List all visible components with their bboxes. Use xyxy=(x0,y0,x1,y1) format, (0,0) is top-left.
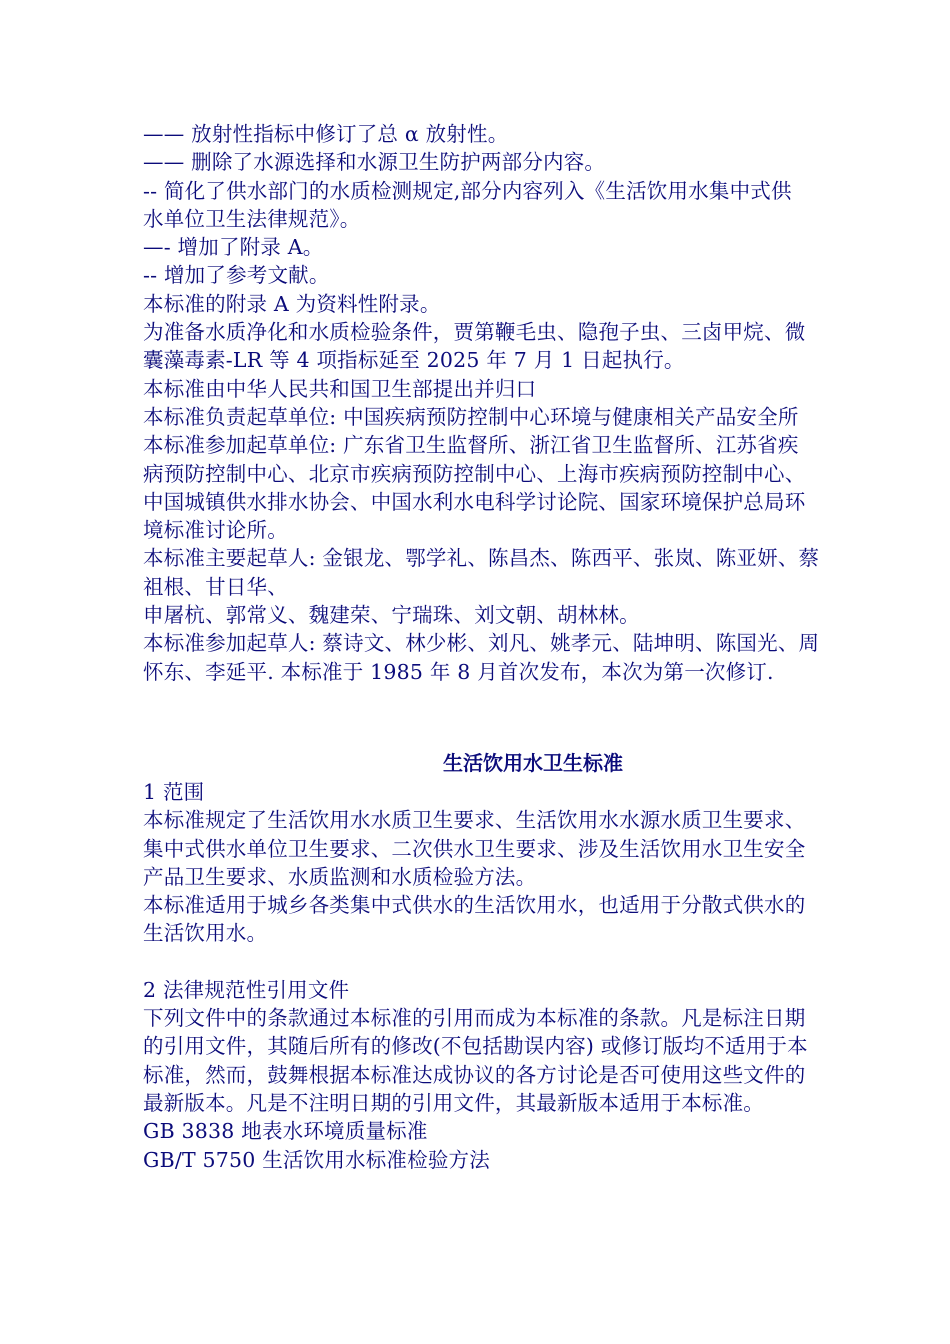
preface-line: 水单位卫生法律规范》。 xyxy=(143,206,361,231)
document-title: 生活饮用水卫生标准 xyxy=(443,750,623,775)
preface-line: 本标准参加起草人: 蔡诗文、林少彬、刘凡、姚孝元、陆坤明、陈国光、周 xyxy=(143,631,820,656)
section-line: 的引用文件，其随后所有的修改(不包括勘误内容) 或修订版均不适用于本 xyxy=(143,1034,808,1059)
section-line: 标准，然而，鼓舞根据本标准达成协议的各方讨论是否可使用这些文件的 xyxy=(143,1062,806,1087)
preface-block xyxy=(143,120,923,686)
preface-line: —- 增加了附录 A。 xyxy=(143,235,324,260)
section-line: 最新版本。凡是不注明日期的引用文件，其最新版本适用于本标准。 xyxy=(143,1090,764,1115)
section-line: 本标准适用于城乡各类集中式供水的生活饮用水，也适用于分散式供水的 xyxy=(143,893,806,918)
section-line: 下列文件中的条款通过本标准的引用而成为本标准的条款。凡是标注日期 xyxy=(143,1006,806,1031)
preface-line: 本标准负责起草单位: 中国疾病预防控制中心环境与健康相关产品安全所 xyxy=(143,404,799,429)
spacer xyxy=(143,948,923,976)
preface-line: -- 简化了供水部门的水质检测规定,部分内容列入《生活饮用水集中式供 xyxy=(143,178,792,203)
preface-line: 怀东、李延平. 本标准于 1985 年 8 月首次发布，本次为第一次修订. xyxy=(143,659,774,684)
section-scope xyxy=(143,778,923,948)
preface-line: 本标准主要起草人: 金银龙、鄂学礼、陈昌杰、陈西平、张岚、陈亚妍、蔡 xyxy=(143,546,820,571)
section-line: 集中式供水单位卫生要求、二次供水卫生要求、涉及生活饮用水卫生安全 xyxy=(143,836,806,861)
preface-line: —— 放射性指标中修订了总 α 放射性。 xyxy=(143,122,509,146)
preface-line: 本标准的附录 A 为资料性附录。 xyxy=(143,291,441,316)
preface-line: 申屠杭、郭常义、魏建荣、宁瑞珠、刘文朝、胡林林。 xyxy=(143,603,640,628)
preface-line: —— 删除了水源选择和水源卫生防护两部分内容。 xyxy=(143,150,606,175)
section-line: 产品卫生要求、水质监测和水质检验方法。 xyxy=(143,864,537,889)
section-line: 生活饮用水。 xyxy=(143,921,268,946)
spacer xyxy=(143,686,923,748)
section-heading: 2 法律规范性引用文件 xyxy=(143,977,350,1002)
preface-line: 为准备水质净化和水质检验条件，贾第鞭毛虫、隐孢子虫、三卤甲烷、微 xyxy=(143,320,806,345)
preface-line: 本标准由中华人民共和国卫生部提出并归口 xyxy=(143,376,537,401)
reference-item: GB 3838 地表水环境质量标准 xyxy=(143,1119,428,1144)
preface-line: 囊藻毒素-LR 等 4 项指标延至 2025 年 7 月 1 日起执行。 xyxy=(143,348,685,373)
preface-line: 中国城镇供水排水协会、中国水利水电科学讨论院、国家环境保护总局环 xyxy=(143,489,806,514)
section-normative-references xyxy=(143,976,923,1174)
preface-line: -- 增加了参考文献。 xyxy=(143,263,330,288)
preface-line: 境标准讨论所。 xyxy=(143,518,288,543)
document-page xyxy=(143,120,923,1174)
section-heading: 1 范围 xyxy=(143,779,205,804)
preface-line: 本标准参加起草单位: 广东省卫生监督所、浙江省卫生监督所、江苏省疾 xyxy=(143,433,799,458)
preface-line: 病预防控制中心、北京市疾病预防控制中心、上海市疾病预防控制中心、 xyxy=(143,461,806,486)
preface-line: 祖根、甘日华、 xyxy=(143,574,288,599)
reference-item: GB/T 5750 生活饮用水标准检验方法 xyxy=(143,1147,490,1172)
section-line: 本标准规定了生活饮用水水质卫生要求、生活饮用水水源水质卫生要求、 xyxy=(143,808,806,833)
